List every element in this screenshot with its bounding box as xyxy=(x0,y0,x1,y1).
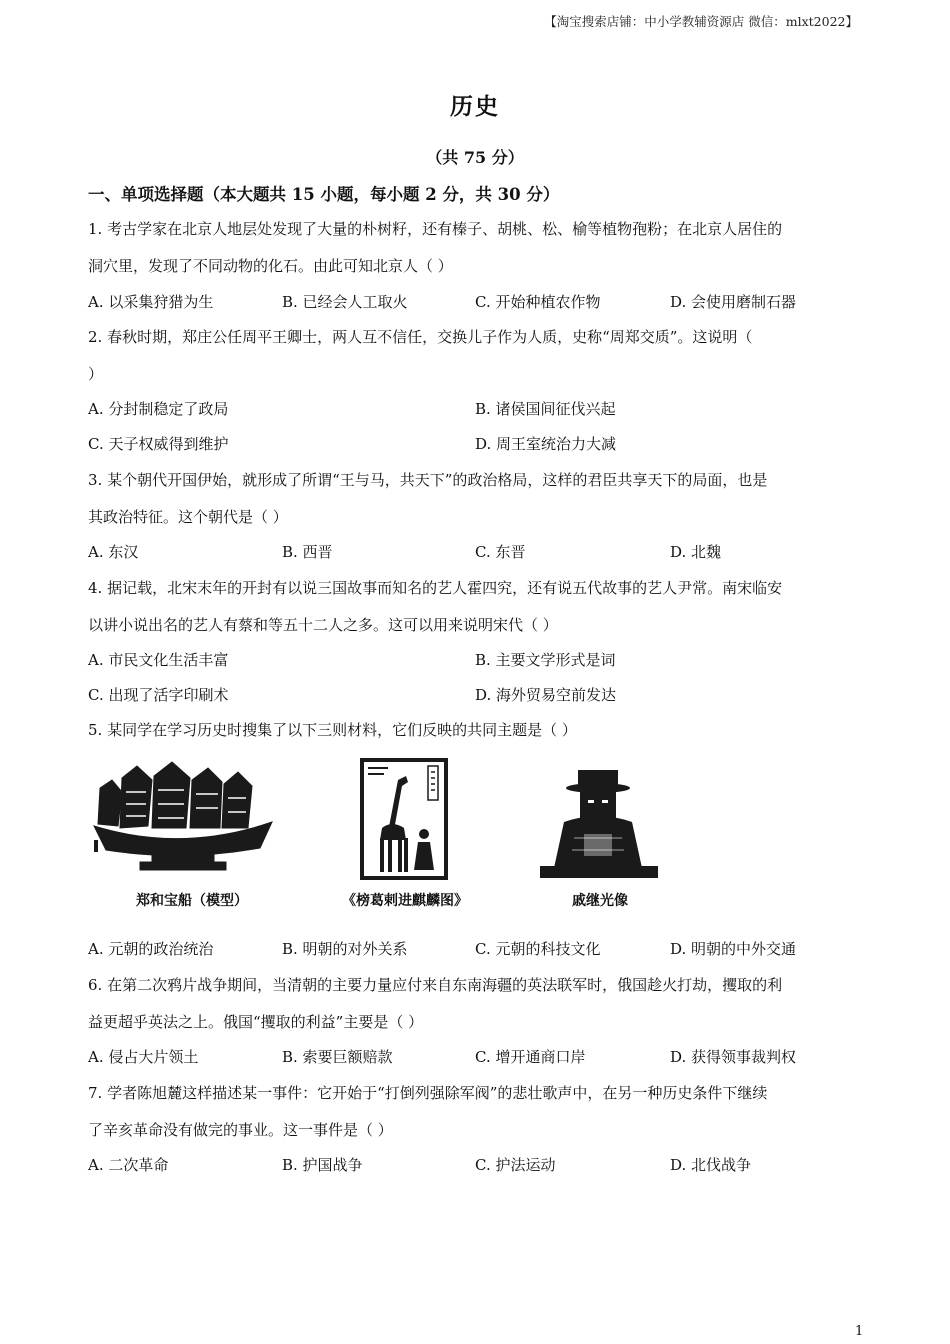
q2-stem-line-1: 2. 春秋时期，郑庄公任周平王卿士，两人互不信任，交换儿子作为人质，史称“周郑交质”。这说明（ xyxy=(88,328,753,346)
q5-option-b: B. 明朝的对外关系 xyxy=(282,940,408,958)
q6-stem-line-1: 6. 在第二次鸦片战争期间，当清朝的主要力量应付来自东南海疆的英法联军时，俄国趁火打劫，攫取的利 xyxy=(88,976,783,994)
q6-stem-line-2: 益更超乎英法之上。俄国“攫取的利益”主要是（ ） xyxy=(88,1013,424,1031)
q4-option-c: C. 出现了活字印刷术 xyxy=(88,686,229,704)
q2-option-a: A. 分封制稳定了政局 xyxy=(88,400,229,418)
q2-stem-line-2: ） xyxy=(88,365,104,383)
q3-option-b: B. 西晋 xyxy=(282,543,333,561)
q6-option-b: B. 索要巨额赔款 xyxy=(282,1048,393,1066)
treasure-ship-icon xyxy=(92,758,274,878)
q6-option-c: C. 增开通商口岸 xyxy=(475,1048,586,1066)
q4-option-a: A. 市民文化生活丰富 xyxy=(88,651,229,669)
giraffe-tribute-icon xyxy=(358,758,450,882)
q1-option-a: A. 以采集狩猎为生 xyxy=(88,293,214,311)
q7-stem-line-2: 了辛亥革命没有做完的事业。这一事件是（ ） xyxy=(88,1121,393,1139)
portrait-icon xyxy=(538,758,660,884)
q6-option-d: D. 获得领事裁判权 xyxy=(670,1048,797,1066)
q3-stem-line-1: 3. 某个朝代开国伊始，就形成了所谓“王与马，共天下”的政治格局，这样的君臣共享天下的局面，也是 xyxy=(88,471,768,489)
q5-option-d: D. 明朝的中外交通 xyxy=(670,940,797,958)
q7-stem-line-1: 7. 学者陈旭麓这样描述某一事件：它开始于“打倒列强除军阀”的悲壮歌声中，在另一种历史条件下继续 xyxy=(88,1084,768,1102)
q1-option-d: D. 会使用磨制石器 xyxy=(670,293,797,311)
q2-option-d: D. 周王室统治力大减 xyxy=(475,435,617,453)
section-heading: 一、单项选择题（本大题共 15 小题，每小题 2 分，共 30 分） xyxy=(88,185,560,204)
q3-stem-line-2: 其政治特征。这个朝代是（ ） xyxy=(88,508,288,526)
q7-option-a: A. 二次革命 xyxy=(88,1156,169,1174)
q4-option-d: D. 海外贸易空前发达 xyxy=(475,686,617,704)
q2-option-b: B. 诸侯国间征伐兴起 xyxy=(475,400,616,418)
q3-option-d: D. 北魏 xyxy=(670,543,722,561)
page-number: 1 xyxy=(855,1324,864,1339)
q3-option-a: A. 东汉 xyxy=(88,543,139,561)
figure-caption-ship: 郑和宝船（模型） xyxy=(136,893,248,909)
figure-caption-portrait: 戚继光像 xyxy=(572,893,628,909)
q7-option-b: B. 护国战争 xyxy=(282,1156,363,1174)
score-subtitle: （共 75 分） xyxy=(426,148,524,167)
q4-option-b: B. 主要文学形式是词 xyxy=(475,651,616,669)
q1-option-c: C. 开始种植农作物 xyxy=(475,293,601,311)
figure-caption-giraffe: 《榜葛剌进麒麟图》 xyxy=(342,893,468,909)
q5-option-c: C. 元朝的科技文化 xyxy=(475,940,601,958)
q5-stem-line-1: 5. 某同学在学习历史时搜集了以下三则材料，它们反映的共同主题是（ ） xyxy=(88,721,577,739)
q7-option-c: C. 护法运动 xyxy=(475,1156,556,1174)
q6-option-a: A. 侵占大片领土 xyxy=(88,1048,199,1066)
q4-stem-line-1: 4. 据记载，北宋末年的开封有以说三国故事而知名的艺人霍四究，还有说五代故事的艺人尹常。南宋临安 xyxy=(88,579,783,597)
page-title: 历史 xyxy=(450,93,500,120)
q7-option-d: D. 北伐战争 xyxy=(670,1156,752,1174)
q1-stem-line-1: 1. 考古学家在北京人地层处发现了大量的朴树籽，还有榛子、胡桃、松、榆等植物孢粉；在北京人居住的 xyxy=(88,220,783,238)
q3-option-c: C. 东晋 xyxy=(475,543,526,561)
q4-stem-line-2: 以讲小说出名的艺人有蔡和等五十二人之多。这可以用来说明宋代（ ） xyxy=(88,616,558,634)
q2-option-c: C. 天子权威得到维护 xyxy=(88,435,229,453)
q1-option-b: B. 已经会人工取火 xyxy=(282,293,408,311)
q5-option-a: A. 元朝的政治统治 xyxy=(88,940,214,958)
q1-stem-line-2: 洞穴里，发现了不同动物的化石。由此可知北京人（ ） xyxy=(88,257,453,275)
header-note: 【淘宝搜索店铺：中小学教辅资源店 微信：mlxt2022】 xyxy=(544,14,858,29)
